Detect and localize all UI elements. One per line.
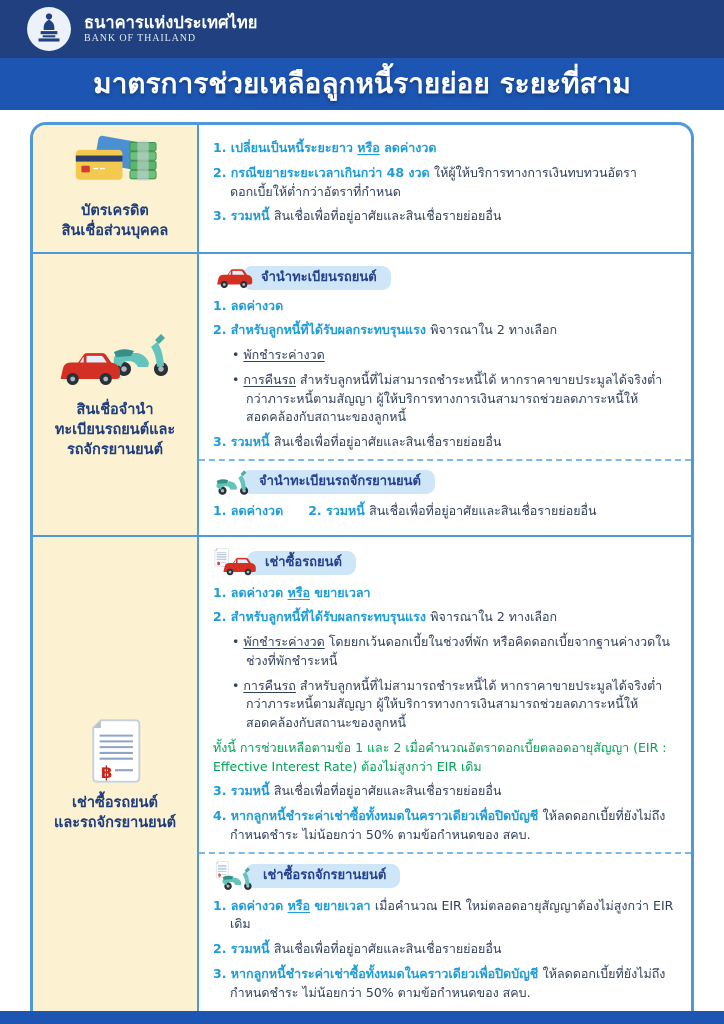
text-segment: 2. รวมหนี้ bbox=[308, 502, 370, 518]
org-names bbox=[84, 14, 257, 44]
list-item bbox=[213, 207, 675, 226]
text-segment: การคืนรถ bbox=[243, 677, 296, 693]
text-segment: 1. ลดค่างวด bbox=[213, 897, 288, 913]
list-item bbox=[213, 782, 675, 801]
credit-card-measures bbox=[199, 125, 691, 252]
text-segment: หรือ bbox=[287, 897, 311, 913]
list-item bbox=[213, 164, 675, 202]
text-segment: พิจารณาใน 2 ทางเลือก bbox=[430, 322, 558, 338]
car-contract-icon bbox=[213, 548, 259, 578]
text-segment: ขยายเวลา bbox=[310, 584, 371, 600]
list-item bbox=[213, 371, 675, 427]
list-item bbox=[213, 139, 675, 158]
text-segment: 3. รวมหนี้ bbox=[213, 208, 274, 224]
row-title-loan bbox=[33, 252, 691, 535]
credit-card-measure-list bbox=[213, 139, 675, 226]
badge-label: จำนำทะเบียนรถยนต์ bbox=[243, 266, 391, 290]
text-segment: 3. รวมหนี้ bbox=[213, 434, 274, 450]
label-line: บัตรเครดิต bbox=[81, 203, 149, 219]
list-item bbox=[213, 584, 675, 603]
credit-card-label-cell bbox=[33, 125, 199, 252]
text-segment: สำหรับลูกหนี้ที่ไม่สามารถชำระหนี้ได้ หากราคาขายประมูลได้จริงต่ำกว่าภาระหนี้ตามสัญญา ผู้ให้บริการทางการเงินสามารถช่วยลดภาระหนี้ให้สอดคล้องกับสถานะของลูกหนี้ bbox=[246, 371, 663, 425]
label-line: สินเชื่อส่วนบุคคล bbox=[61, 223, 169, 240]
moto-hire-list bbox=[213, 897, 675, 1003]
text-segment: หรือ bbox=[357, 140, 380, 155]
label-line: รถจักรยานยนต์ bbox=[66, 442, 163, 459]
title-loan-label bbox=[55, 400, 175, 461]
text-segment: 3. รวมหนี้ bbox=[213, 783, 274, 799]
text-segment: สินเชื่อเพื่อที่อยู่อาศัยและสินเชื่อรายย่อยอื่น bbox=[273, 434, 502, 450]
list-item bbox=[213, 965, 675, 1003]
text-segment: เมื่อคำนวณ EIR ใหม่ตลอดอายุสัญญาต้องไม่สูงกว่า EIR เดิม bbox=[230, 897, 674, 932]
moto-title-loan-list bbox=[213, 502, 675, 521]
list-item bbox=[213, 433, 675, 452]
car-hire-badge bbox=[213, 548, 675, 578]
org-name-english: BANK OF THAILAND bbox=[84, 32, 196, 44]
hire-purchase-label bbox=[54, 793, 176, 834]
car-title-loan-badge bbox=[213, 265, 675, 291]
badge-label: เช่าซื้อรถยนต์ bbox=[247, 551, 356, 575]
list-item bbox=[213, 807, 675, 845]
dashed-divider bbox=[199, 459, 691, 461]
credit-card-money-icon bbox=[65, 135, 165, 191]
list-item bbox=[213, 897, 675, 935]
hire-purchase-label-cell bbox=[33, 537, 199, 1017]
list-item bbox=[213, 346, 675, 365]
badge-label: เช่าซื้อรถจักรยานยนต์ bbox=[245, 864, 400, 888]
label-line: ทะเบียนรถยนต์และ bbox=[54, 421, 176, 438]
label-line: เช่าซื้อรถยนต์ bbox=[72, 795, 158, 812]
text-segment: สินเชื่อเพื่อที่อยู่อาศัยและสินเชื่อรายย่อยอื่น bbox=[273, 783, 502, 799]
badge-label: จำนำทะเบียนรถจักรยานยนต์ bbox=[241, 470, 435, 494]
text-segment: พักชำระค่างวด bbox=[243, 634, 325, 650]
contract-document-icon bbox=[89, 719, 141, 783]
list-item bbox=[213, 633, 675, 671]
text-segment: ขยายเวลา bbox=[310, 897, 375, 913]
list-item bbox=[213, 502, 675, 521]
car-motorcycle-icon bbox=[54, 328, 176, 390]
page-title: มาตรการช่วยเหลือลูกหนี้รายย่อย ระยะที่สาม bbox=[0, 58, 724, 110]
credit-card-label bbox=[62, 201, 169, 242]
text-segment: สินเชื่อเพื่อที่อยู่อาศัยและสินเชื่อรายย่อยอื่น bbox=[273, 208, 502, 224]
title-loan-label-cell bbox=[33, 254, 199, 535]
text-segment: ให้ลดดอกเบี้ยที่ยังไม่ถึงกำหนดชำระ ไม่น้อยกว่า 50% ตามข้อกำหนดของ สคบ. bbox=[230, 808, 666, 842]
measures-table bbox=[30, 122, 694, 1024]
list-item bbox=[213, 321, 675, 340]
text-segment: 4. หากลูกหนี้ชำระค่าเช่าซื้อทั้งหมดในคราวเดียวเพื่อปิดบัญชี bbox=[213, 808, 543, 824]
car-icon bbox=[213, 265, 255, 291]
text-segment: 2. สำหรับลูกหนี้ที่ได้รับผลกระทบรุนแรง bbox=[213, 322, 431, 338]
text-segment: 1. เปลี่ยนเป็นหนี้ระยะยาว bbox=[213, 140, 358, 155]
text-segment: สินเชื่อเพื่อที่อยู่อาศัยและสินเชื่อรายย่อยอื่น bbox=[369, 502, 597, 518]
label-line: สินเชื่อจำนำ bbox=[76, 401, 154, 418]
text-segment: ทั้งนี้ การช่วยเหลือตามข้อ 1 และ 2 เมื่อคำนวณอัตราดอกเบี้ยตลอดอายุสัญญา (EIR : Effective Interest Rate) ต้องไม่สูงกว่า EIR เดิม bbox=[213, 739, 667, 774]
text-segment: สำหรับลูกหนี้ที่ไม่สามารถชำระหนี้ได้ หากราคาขายประมูลได้จริงต่ำกว่าภาระหนี้ตามสัญญา ผู้ให้บริการทางการเงินสามารถช่วยลดภาระหนี้ให้สอดคล้องกับสถานะของลูกหนี้ bbox=[246, 677, 663, 731]
text-segment: ลดค่างวด bbox=[379, 140, 437, 155]
motorcycle-icon bbox=[213, 468, 253, 496]
row-hire-purchase bbox=[33, 535, 691, 1017]
text-segment: 2. รวมหนี้ bbox=[213, 941, 274, 957]
bank-of-thailand-logo bbox=[26, 6, 72, 52]
list-item bbox=[213, 677, 675, 733]
text-segment: ให้ลดดอกเบี้ยที่ยังไม่ถึงกำหนดชำระ ไม่น้อยกว่า 50% ตามข้อกำหนดของ สคบ. bbox=[230, 965, 666, 1000]
car-hire-list bbox=[213, 584, 675, 845]
text-segment: หรือ bbox=[287, 584, 311, 600]
car-title-loan-list bbox=[213, 297, 675, 452]
text-segment bbox=[283, 503, 308, 518]
bottom-blue-band bbox=[0, 1011, 724, 1024]
moto-title-loan-badge bbox=[213, 468, 675, 496]
org-name-thai: ธนาคารแห่งประเทศไทย bbox=[84, 12, 258, 32]
text-segment: 2. กรณีขยายระยะเวลาเกินกว่า 48 งวด bbox=[213, 164, 435, 180]
text-segment: ให้ผู้ให้บริการทางการเงินทบทวนอัตราดอกเบี้ยให้ต่ำกว่าอัตราที่กำหนด bbox=[230, 164, 637, 199]
text-segment: 2. สำหรับลูกหนี้ที่ได้รับผลกระทบรุนแรง bbox=[213, 609, 431, 625]
text-segment: 1. ลดค่างวด bbox=[213, 502, 284, 518]
list-item bbox=[213, 739, 675, 777]
list-item bbox=[213, 940, 675, 959]
text-segment: พิจารณาใน 2 ทางเลือก bbox=[430, 609, 558, 625]
text-segment: 1. ลดค่างวด bbox=[213, 297, 284, 313]
text-segment: โดยยกเว้นดอกเบี้ยในช่วงที่พัก หรือคิดดอกเบี้ยจากฐานค่างวดในช่วงที่พักชำระหนี้ bbox=[246, 634, 670, 668]
text-segment: 3. หากลูกหนี้ชำระค่าเช่าซื้อทั้งหมดในคราวเดียวเพื่อปิดบัญชี bbox=[213, 965, 543, 981]
motorcycle-contract-icon bbox=[213, 861, 257, 891]
hire-purchase-measures bbox=[199, 537, 691, 1017]
title-loan-measures bbox=[199, 254, 691, 535]
dashed-divider bbox=[199, 852, 691, 854]
text-segment: สินเชื่อเพื่อที่อยู่อาศัยและสินเชื่อรายย่อยอื่น bbox=[273, 941, 502, 957]
text-segment: พักชำระค่างวด bbox=[243, 347, 325, 363]
header-bar bbox=[0, 0, 724, 58]
list-item bbox=[213, 297, 675, 316]
list-item bbox=[213, 608, 675, 627]
moto-hire-badge bbox=[213, 861, 675, 891]
text-segment: 1. ลดค่างวด bbox=[213, 584, 288, 600]
row-credit-card bbox=[33, 125, 691, 252]
label-line: และรถจักรยานยนต์ bbox=[53, 815, 177, 832]
text-segment: การคืนรถ bbox=[243, 371, 296, 387]
